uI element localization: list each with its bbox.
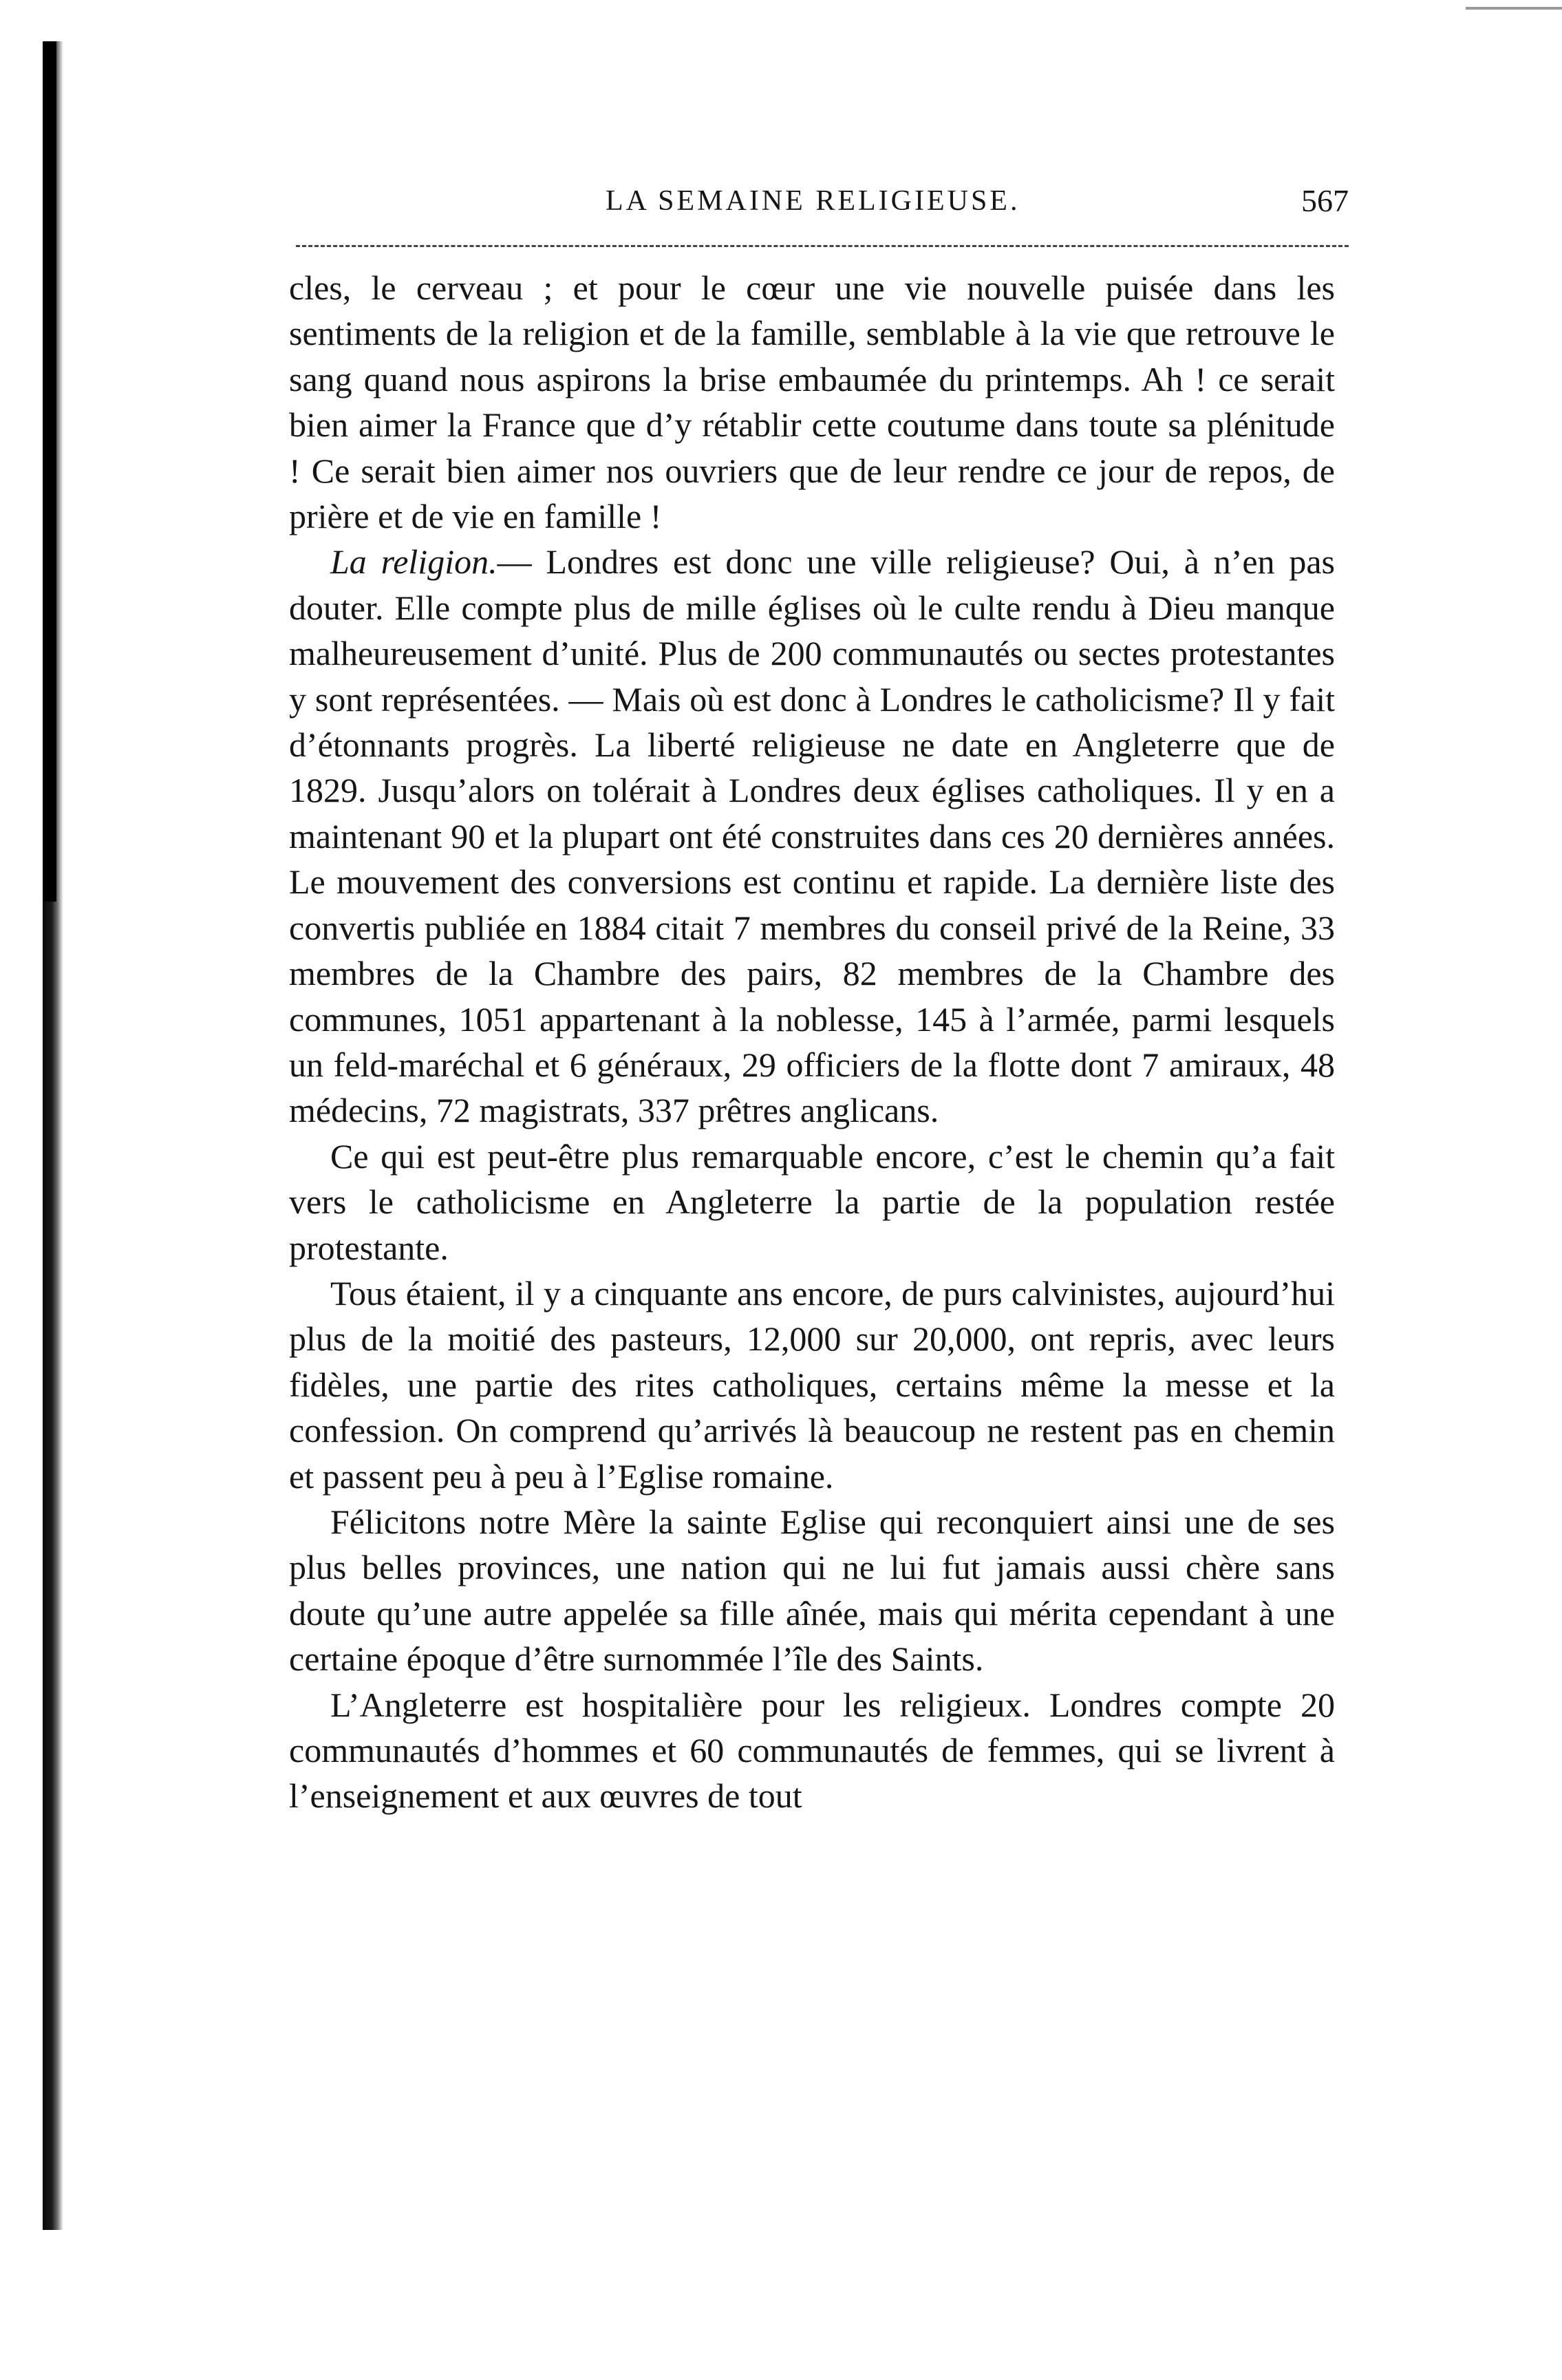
paragraph-text: L’Angleterre est hospitalière pour les religieux. Londres compte 20 communautés d’hommes et 60 communautés de femmes, qui se livrent à l’enseignement et aux œuvres de tout	[289, 1685, 1335, 1816]
paragraph-text: Ce qui est peut-être plus remarquable encore, c’est le chemin qu’a fait vers le catholicisme en Angleterre la partie de la population restée protestante.	[289, 1136, 1335, 1267]
paragraph-hospitality	[289, 1682, 1335, 1819]
page-number: 567	[1301, 183, 1349, 218]
running-title: LA SEMAINE RELIGIEUSE.	[606, 185, 1020, 217]
paragraph-text: Tous étaient, il y a cinquante ans encore, de purs calvinistes, aujourd’hui plus de la moitié des pasteurs, 12,000 sur 20,000, ont repris, avec leurs fidèles, une partie des rites catholiques, certains même la messe et la confession. On comprend qu’arrivés là beaucoup ne restent pas en chemin et passent peu à peu à l’Eglise romaine.	[289, 1273, 1335, 1496]
page-body	[289, 265, 1335, 1819]
paragraph-text: — Londres est donc une ville religieuse? Oui, à n’en pas douter. Elle compte plus de mille églises où le culte rendu à Dieu manque malheureusement d’unité. Plus de 200 communautés ou sectes protestantes y sont représentées. — Mais où est donc à Londres le catholicisme? Il y fait d’étonnants progrès. La liberté religieuse ne date en Angleterre que de 1829. Jusqu’alors on tolérait à Londres deux églises catholiques. Il y en a maintenant 90 et la plupart ont été construites dans ces 20 dernières années. Le mouvement des conversions est continu et rapide. La dernière liste des convertis publiée en 1884 citait 7 membres du conseil privé de la Reine, 33 membres de la Chambre des pairs, 82 membres de la Chambre des communes, 1051 appartenant à la noblesse, 145 à l’armée, parmi lesquels un feld-maréchal et 6 généraux, 29 officiers de la flotte dont 7 amiraux, 48 médecins, 72 magistrats, 337 prêtres anglicans.	[289, 542, 1336, 1130]
header-rule	[296, 245, 1349, 247]
paragraph-protestant-path	[289, 1134, 1335, 1271]
paragraph-religion	[289, 539, 1335, 1133]
scan-corner-mark	[1466, 7, 1562, 10]
paragraph-text: Félicitons notre Mère la sainte Eglise qui reconquiert ainsi une de ses plus belles provinces, une nation qui ne lui fut jamais aussi chère sans doute qu’une autre appelée sa fille aînée, mais qui mérita cependant à une certaine époque d’être surnommée l’île des Saints.	[289, 1502, 1335, 1679]
paragraph-continuation	[289, 265, 1335, 539]
page-header	[296, 180, 1349, 229]
paragraph-felicitons	[289, 1499, 1335, 1682]
section-lead: La religion.	[330, 542, 498, 582]
paragraph-text: cles, le cerveau ; et pour le cœur une vie nouvelle puisée dans les sentiments de la religion et de la famille, semblable à la vie que retrouve le sang quand nous aspirons la brise embaumée du printemps. Ah ! ce serait bien aimer la France que d’y rétablir cette coutume dans toute sa plénitude ! Ce serait bien aimer nos ouvriers que de leur rendre ce jour de repos, de prière et de vie en famille !	[289, 268, 1335, 536]
scan-binding-shadow	[43, 41, 56, 902]
paragraph-calvinists	[289, 1271, 1335, 1499]
